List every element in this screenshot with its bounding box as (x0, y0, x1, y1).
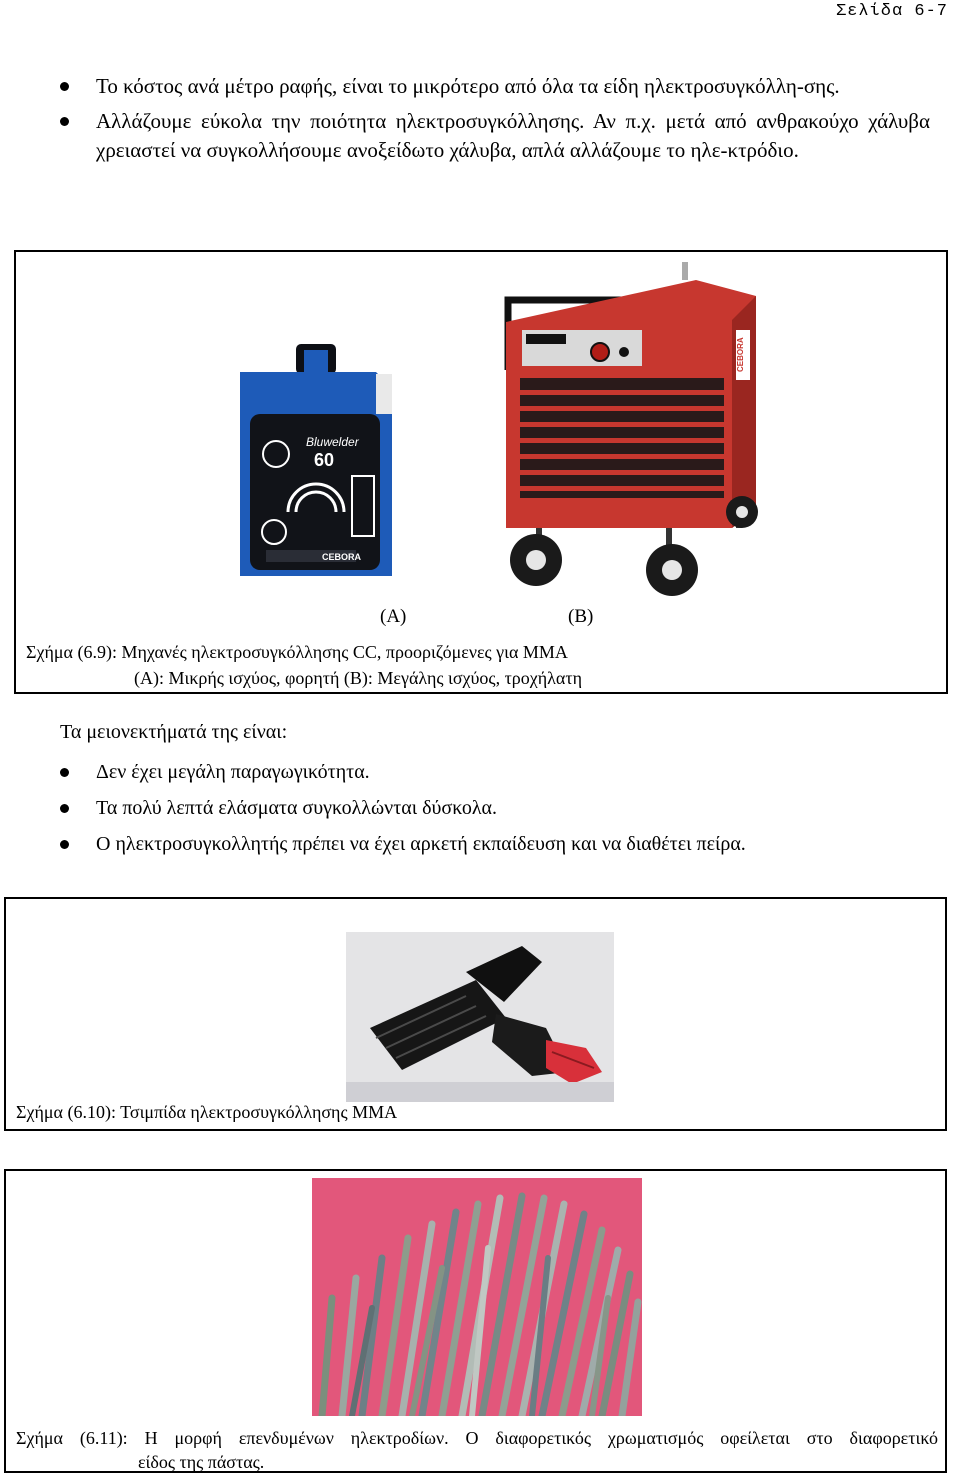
figure-label-a: (Α) (380, 606, 407, 627)
figure-caption: Σχήμα (6.9): Μηχανές ηλεκτροσυγκόλλησης CC, προοριζόμενες για ΜΜΑ (26, 642, 568, 662)
disadvantages-list (60, 758, 930, 866)
figure-caption-line-2: (Α): Μικρής ισχύος, φορητή (Β): Μεγάλης ισχύος, τροχήλατη (134, 668, 582, 688)
figure-label-b: (Β) (568, 606, 594, 627)
figure-caption: Σχήμα (6.11): Η μορφή επενδυμένων ηλεκτροδίων. Ο διαφορετικός χρωματισμός οφείλεται στο διαφορετικό (16, 1428, 938, 1448)
list-item: Δεν έχει μεγάλη παραγωγικότητα. (60, 758, 930, 787)
svg-text:60: 60 (314, 450, 335, 470)
figure-caption-line-2: είδος της πάστας. (138, 1452, 265, 1472)
figure-6-10 (4, 897, 947, 1131)
figure-6-9 (14, 250, 948, 694)
svg-text:CEBORA: CEBORA (736, 337, 745, 372)
svg-text:Bluwelder: Bluwelder (306, 435, 359, 449)
figure-6-11 (4, 1169, 947, 1473)
list-item: Το κόστος ανά μέτρο ραφής, είναι το μικρότερο από όλα τα είδη ηλεκτροσυγκόλλη-σης. (60, 72, 930, 101)
page-number: Σελίδα 6-7 (835, 2, 948, 21)
coated-electrodes-image (312, 1178, 642, 1416)
intro-bullet-list (60, 72, 930, 171)
list-item: Τα πολύ λεπτά ελάσματα συγκολλώνται δύσκολα. (60, 794, 930, 823)
list-item: Ο ηλεκτροσυγκολλητής πρέπει να έχει αρκετή εκπαίδευση και να διαθέτει πείρα. (60, 830, 930, 859)
disadvantages-heading: Τα μειονεκτήματά της είναι: (60, 721, 288, 743)
welding-machine-a-image (226, 344, 396, 582)
svg-text:CEBORA: CEBORA (322, 552, 362, 562)
figure-caption: Σχήμα (6.10): Τσιμπίδα ηλεκτροσυγκόλλησης ΜΜΑ (16, 1102, 398, 1122)
welding-machine-b-image (496, 260, 786, 596)
electrode-holder-image (346, 932, 614, 1102)
list-item: Αλλάζουμε εύκολα την ποιότητα ηλεκτροσυγκόλλησης. Αν π.χ. μετά από ανθρακούχο χάλυβα χρειαστεί να συγκολλήσουμε ανοξείδωτο χάλυβα, απλά αλλάζουμε το ηλε-κτρόδιο. (60, 107, 930, 165)
